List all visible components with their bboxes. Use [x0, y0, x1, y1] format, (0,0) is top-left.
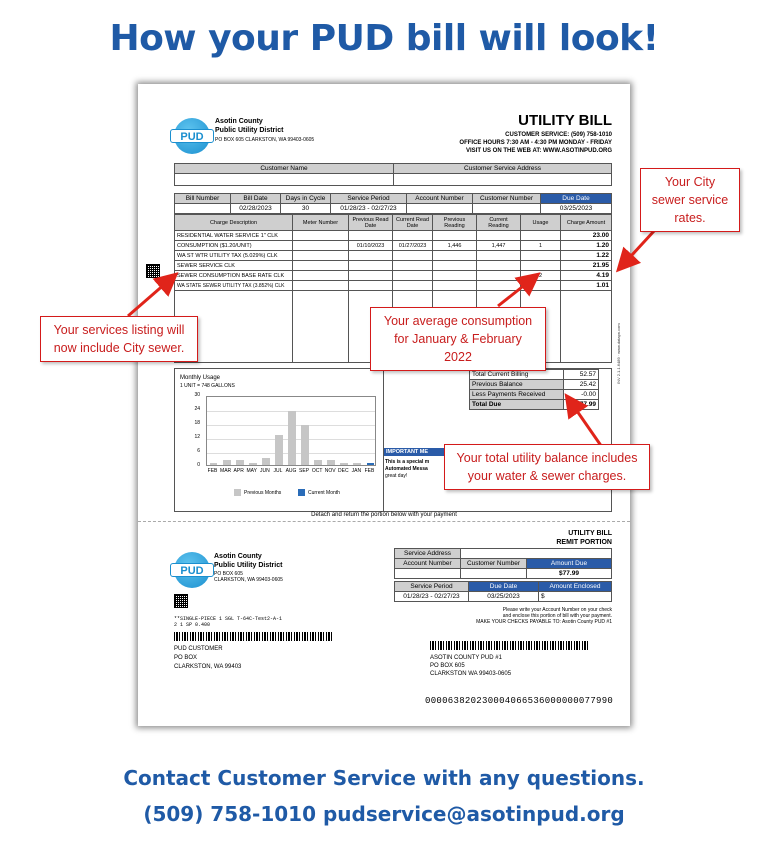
remit-company-name-line2: Public Utility District [214, 562, 283, 569]
y-tick-label: 12 [194, 434, 200, 440]
customer-service-phone: CUSTOMER SERVICE: (509) 758-1010 [505, 132, 612, 138]
customer-address-line3: CLARKSTON, WA 99403 [174, 664, 242, 670]
y-tick-label: 6 [197, 448, 200, 454]
pud-logo: PUD [174, 118, 210, 154]
due-date-value: 03/25/2023 [541, 204, 612, 214]
days-in-cycle-value: 30 [281, 204, 331, 214]
customer-address-line1: PUD CUSTOMER [174, 646, 223, 652]
charge-row: WA ST WTR UTILITY TAX (5.029%) CLK 1.22 [175, 251, 612, 261]
service-period-value: 01/28/23 - 02/27/23 [331, 204, 407, 214]
callout-sewer-rates: Your City sewer service rates. [640, 168, 740, 232]
remit-instructions-line1: Please write your Account Number on your check [502, 607, 612, 613]
remit-company-address-line2: CLARKSTON, WA 99403-0605 [214, 577, 283, 583]
x-tick-label: JUL [273, 468, 283, 474]
payee-address-line1: ASOTIN COUNTY PUD #1 [430, 655, 502, 661]
usage-header: Usage [521, 215, 561, 231]
company-address: PO BOX 605 CLARKSTON, WA 99403-0605 [215, 137, 315, 143]
remit-account-number-label: Account Number [395, 559, 461, 569]
x-tick-label: AUG [285, 468, 297, 474]
remit-customer-number-label: Customer Number [461, 559, 527, 569]
legend-previous-label: Previous Months [244, 490, 282, 496]
service-address-label: Customer Service Address [394, 164, 612, 174]
charge-row: SEWER CONSUMPTION BASE RATE CLK 2 4.19 [175, 271, 612, 281]
x-tick-label: SEP [299, 468, 310, 474]
remit-instructions-line2: and enclose this portion of bill with your payment. [502, 613, 612, 619]
x-tick-label: JAN [351, 468, 362, 474]
charge-amount-header: Charge Amount [561, 215, 612, 231]
important-message-line2: Automated Messa [385, 466, 428, 472]
payments-received-value: -0.00 [564, 390, 599, 400]
x-tick-label: MAY [246, 468, 257, 474]
detach-text: Detach and return the portion below with your payment [311, 512, 457, 518]
y-tick-label: 18 [194, 420, 200, 426]
remit-amount-enclosed-label: Amount Enclosed [539, 582, 612, 592]
x-tick-label: FEB [364, 468, 375, 474]
callout-avg-consumption: Your average consumption for January & February 2022 [370, 307, 546, 371]
meter-number-header: Meter Number [293, 215, 349, 231]
important-message-line1: This is a special m [385, 459, 430, 465]
account-number-label: Account Number [407, 194, 473, 204]
bill-number-label: Bill Number [175, 194, 231, 204]
remit-amount-due-label: Amount Due [527, 559, 612, 569]
days-in-cycle-label: Days in Cycle [281, 194, 331, 204]
x-tick-label: JUN [259, 468, 270, 474]
legend-current-label: Current Month [308, 490, 340, 496]
charge-row: SEWER SERVICE CLK 21.95 [175, 261, 612, 271]
previous-reading-header: Previous Reading [433, 215, 477, 231]
y-tick-label: 24 [194, 406, 200, 412]
bill-date-value: 02/28/2023 [231, 204, 281, 214]
scanline: 000063820230004066536000000077990 [425, 696, 614, 706]
x-tick-label: OCT [311, 468, 323, 474]
charge-row: RESIDENTIAL WATER SERVICE 1" CLK 23.00 [175, 231, 612, 241]
mail-sort-line2: 2 1 SP 0.400 [174, 622, 211, 628]
callout-total-balance: Your total utility balance includes your water & sewer charges. [444, 444, 650, 490]
remit-title-line2: REMIT PORTION [556, 539, 612, 546]
callout-services-listing: Your services listing will now include City sewer. [40, 316, 198, 362]
previous-balance-value: 25.42 [564, 380, 599, 390]
remit-title-line1: UTILITY BILL [568, 530, 612, 537]
chart-subtitle: 1 UNIT = 748 GALLONS [180, 383, 235, 389]
mail-sort-line1: **SINGLE-PIECE 1 SGL T-64C-Test2-A-1 [174, 616, 283, 622]
x-tick-label: DEC [338, 468, 349, 474]
remit-company-address-line1: PO BOX 605 [214, 571, 243, 577]
customer-number-label: Customer Number [473, 194, 541, 204]
footer-phone-email: (509) 758-1010 pudservice@asotinpud.org [143, 802, 625, 826]
arrow-total-balance [568, 398, 604, 450]
office-hours: OFFICE HOURS 7:30 AM - 4:30 PM MONDAY - FRIDAY [459, 140, 612, 146]
x-tick-label: FEB [207, 468, 218, 474]
remit-instructions-line3: MAKE YOUR CHECKS PAYABLE TO: Asotin County PUD #1 [476, 619, 612, 625]
remit-company-name-line1: Asotin County [214, 553, 262, 560]
important-message-line3: great day! [385, 473, 408, 479]
important-message-title: IMPORTANT ME [384, 448, 444, 456]
y-tick-label: 0 [197, 462, 200, 468]
chart-title: Monthly Usage [180, 375, 221, 381]
arrow-services-listing [128, 276, 174, 316]
current-read-date-header: Current Read Date [393, 215, 433, 231]
total-current-billing-label: Total Current Billing [470, 370, 564, 380]
side-print-code: INV 2.1.1.6489 · www.datapn.com [616, 323, 621, 384]
previous-balance-label: Previous Balance [470, 380, 564, 390]
y-tick-label: 30 [194, 392, 200, 398]
total-due-value: $77.99 [564, 400, 599, 410]
due-date-label: Due Date [541, 194, 612, 204]
payee-address-line2: PO BOX 605 [430, 663, 465, 669]
footer-contact-line: Contact Customer Service with any questions. [123, 766, 645, 790]
charge-row: WA STATE SEWER UTILITY TAX (3.852%) CLK 1.01 [175, 281, 612, 291]
bill-title: UTILITY BILL [518, 112, 612, 129]
charge-row: CONSUMPTION ($1.20/UNIT) 01/10/2023 01/27/2023 1,446 1,447 1 1.20 [175, 241, 612, 251]
x-tick-label: MAR [220, 468, 232, 474]
amount-enclosed-input[interactable]: $ [539, 592, 612, 602]
x-tick-label: APR [233, 468, 244, 474]
page-headline: How your PUD bill will look! [109, 18, 659, 59]
charge-description-header: Charge Description [175, 215, 293, 231]
payee-address-line3: CLARKSTON WA 99403-0605 [430, 671, 512, 677]
arrow-avg-consumption [498, 276, 536, 306]
remit-service-period-value: 01/28/23 - 02/27/23 [395, 592, 469, 602]
payments-received-label: Less Payments Received [470, 390, 564, 400]
remit-due-date-label: Due Date [469, 582, 539, 592]
website: VISIT US ON THE WEB AT: WWW.ASOTINPUD.ORG [466, 148, 612, 154]
company-name-line2: Public Utility District [215, 127, 284, 134]
total-current-billing-value: 52.57 [564, 370, 599, 380]
bill-date-label: Bill Date [231, 194, 281, 204]
remit-service-address-label: Service Address [395, 549, 461, 559]
remit-amount-due-value: $77.99 [527, 569, 612, 579]
service-period-label: Service Period [331, 194, 407, 204]
company-name-line1: Asotin County [215, 118, 263, 125]
customer-name-label: Customer Name [175, 164, 394, 174]
x-tick-label: NOV [324, 468, 336, 474]
remit-due-date-value: 03/25/2023 [469, 592, 539, 602]
remit-service-period-label: Service Period [395, 582, 469, 592]
pud-logo-remit: PUD [174, 552, 210, 588]
customer-address-line2: PO BOX [174, 655, 198, 661]
previous-read-date-header: Previous Read Date [349, 215, 393, 231]
total-due-label: Total Due [470, 400, 564, 410]
current-reading-header: Current Reading [477, 215, 521, 231]
